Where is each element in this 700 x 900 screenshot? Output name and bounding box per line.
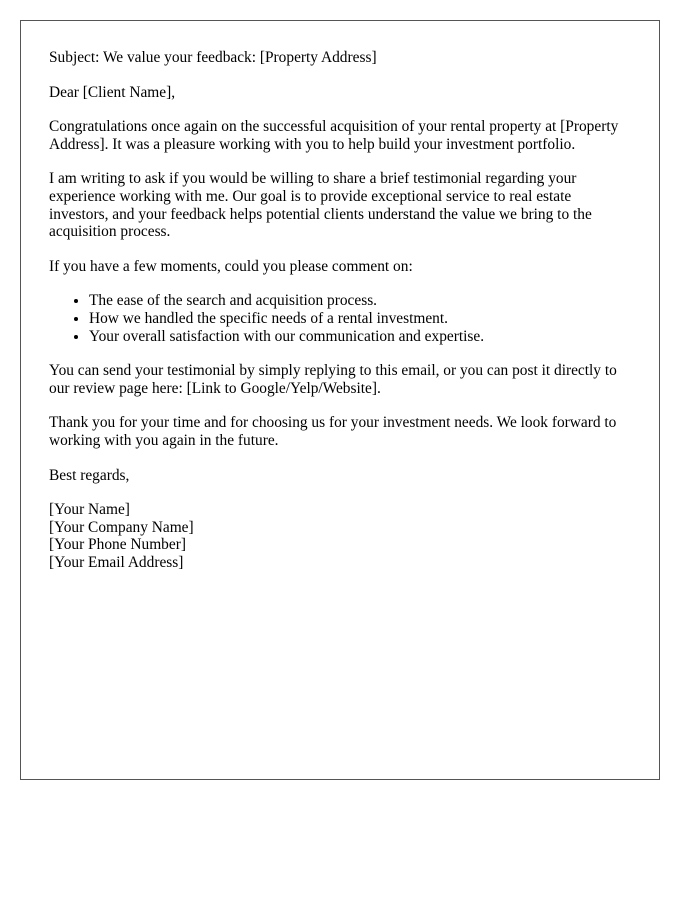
greeting: Dear [Client Name], <box>49 83 176 101</box>
list-item: • How we handled the specific needs of a rental investment. <box>89 310 631 328</box>
paragraph-how-to-send: You can send your testimonial by simply replying to this email, or you can post it directly to our review page here: [Link to Google/Yelp/Website]. <box>49 362 617 397</box>
list-item: • The ease of the search and acquisition process. <box>89 292 631 310</box>
letter-body <box>20 20 660 780</box>
list-item: • Your overall satisfaction with our communication and expertise. <box>89 328 631 346</box>
signature-name: [Your Name] <box>49 501 130 519</box>
signature-phone: [Your Phone Number] <box>49 536 186 554</box>
signature-email: [Your Email Address] <box>49 553 184 571</box>
signature-company: [Your Company Name] <box>49 518 194 536</box>
paragraph-thanks: Thank you for your time and for choosing us for your investment needs. We look forward to working with you again in the future. <box>49 414 617 449</box>
paragraph-congratulations: Congratulations once again on the successful acquisition of your rental property at [Property Address]. It was a pleasure working with you to help build your investment portfolio. <box>49 118 619 153</box>
subject-line: Subject: We value your feedback: [Property Address] <box>49 49 377 66</box>
paragraph-comment-prompt: If you have a few moments, could you please comment on: <box>49 257 413 275</box>
comment-topics-list <box>49 292 631 345</box>
closing: Best regards, <box>49 466 130 484</box>
paragraph-request: I am writing to ask if you would be willing to share a brief testimonial regarding your experience working with me. Our goal is to provide exceptional service to real estate investors, and your feedback helps potential clients understand the value we bring to the acquisition process. <box>49 170 592 241</box>
signature-block <box>49 501 631 571</box>
